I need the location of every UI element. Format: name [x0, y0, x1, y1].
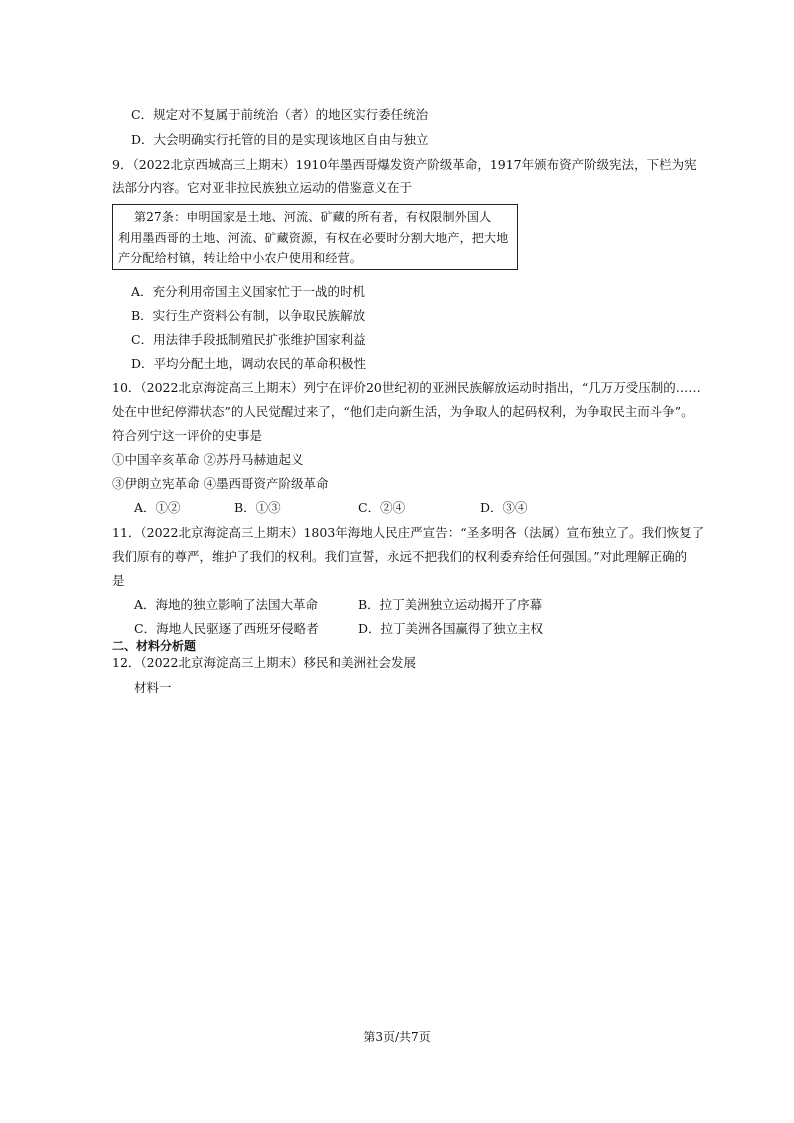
q12-material1-label: 材料一: [134, 680, 172, 695]
q12-stem: 12．（2022北京海淀高三上期末）移民和美洲社会发展: [112, 655, 416, 670]
q8-option-c: C．规定对不复属于前统治（者）的地区实行委任统治: [131, 107, 429, 122]
q9-option-a: A．充分利用帝国主义国家忙于一战的时机: [131, 284, 366, 299]
q11-option-a: A．海地的独立影响了法国大革命: [134, 597, 319, 612]
q8-option-d: D．大会明确实行托管的目的是实现该地区自由与独立: [131, 132, 429, 147]
q9-option-b: B．实行生产资料公有制，以争取民族解放: [131, 308, 366, 323]
q9-excerpt-line3: 产分配给村镇，转让给中小农户使用和经营。: [118, 251, 363, 265]
q10-option-c: C．②④: [358, 500, 406, 515]
q10-option-b: B．①③: [234, 500, 281, 515]
q11-option-d: D．拉丁美洲各国赢得了独立主权: [358, 621, 544, 636]
q9-option-d: D．平均分配土地，调动农民的革命积极性: [131, 356, 367, 371]
q11-stem-line2: 我们原有的尊严，维护了我们的权利。我们宣誓，永远不把我们的权利委弃给任何强国。”对此理解正确的: [112, 549, 688, 564]
q9-option-c: C．用法律手段抵制殖民扩张维护国家利益: [131, 332, 366, 347]
q11-stem-line1: 11．（2022北京海淀高三上期末）1803年海地人民庄严宣告：“圣多明各（法属）宣布独立了。我们恢复了: [112, 525, 705, 540]
q11-option-c: C．海地人民驱逐了西班牙侵略者: [134, 621, 319, 636]
section-title-material-analysis: 二、材料分析题: [112, 639, 197, 653]
q11-option-b: B．拉丁美洲独立运动揭开了序幕: [358, 597, 543, 612]
q9-stem-line1: 9．（2022北京西城高三上期末）1910年墨西哥爆发资产阶级革命，1917年颁布资产阶级宪法，下栏为宪: [112, 157, 697, 172]
q10-stem-line1: 10．（2022北京海淀高三上期末）列宁在评价20世纪初的亚洲民族解放运动时指出，“几万万受压制的……: [112, 380, 701, 395]
q9-stem-line2: 法部分内容。它对亚非拉民族独立运动的借鉴意义在于: [112, 180, 413, 195]
q10-items-line1: ①中国辛亥革命 ②苏丹马赫迪起义: [112, 452, 304, 467]
q10-option-a: A．①②: [134, 500, 181, 515]
q9-constitution-excerpt-box: [112, 204, 518, 270]
q10-stem-line3: 符合列宁这一评价的史事是: [112, 428, 263, 443]
q9-excerpt-line1: 第27条：申明国家是土地、河流、矿藏的所有者，有权限制外国人: [134, 210, 492, 224]
q10-option-d: D．③④: [480, 500, 528, 515]
q11-stem-line3: 是: [112, 573, 125, 588]
page-footer: 第3页/共7页: [363, 1030, 431, 1044]
q10-stem-line2: 处在中世纪停滞状态”的人民觉醒过来了，“他们走向新生活，为争取人的起码权利，为争取民主而斗争”。: [112, 404, 694, 419]
q9-excerpt-line2: 利用墨西哥的土地、河流、矿藏资源，有权在必要时分割大地产，把大地: [118, 231, 509, 245]
q10-items-line2: ③伊朗立宪革命 ④墨西哥资产阶级革命: [112, 476, 329, 491]
